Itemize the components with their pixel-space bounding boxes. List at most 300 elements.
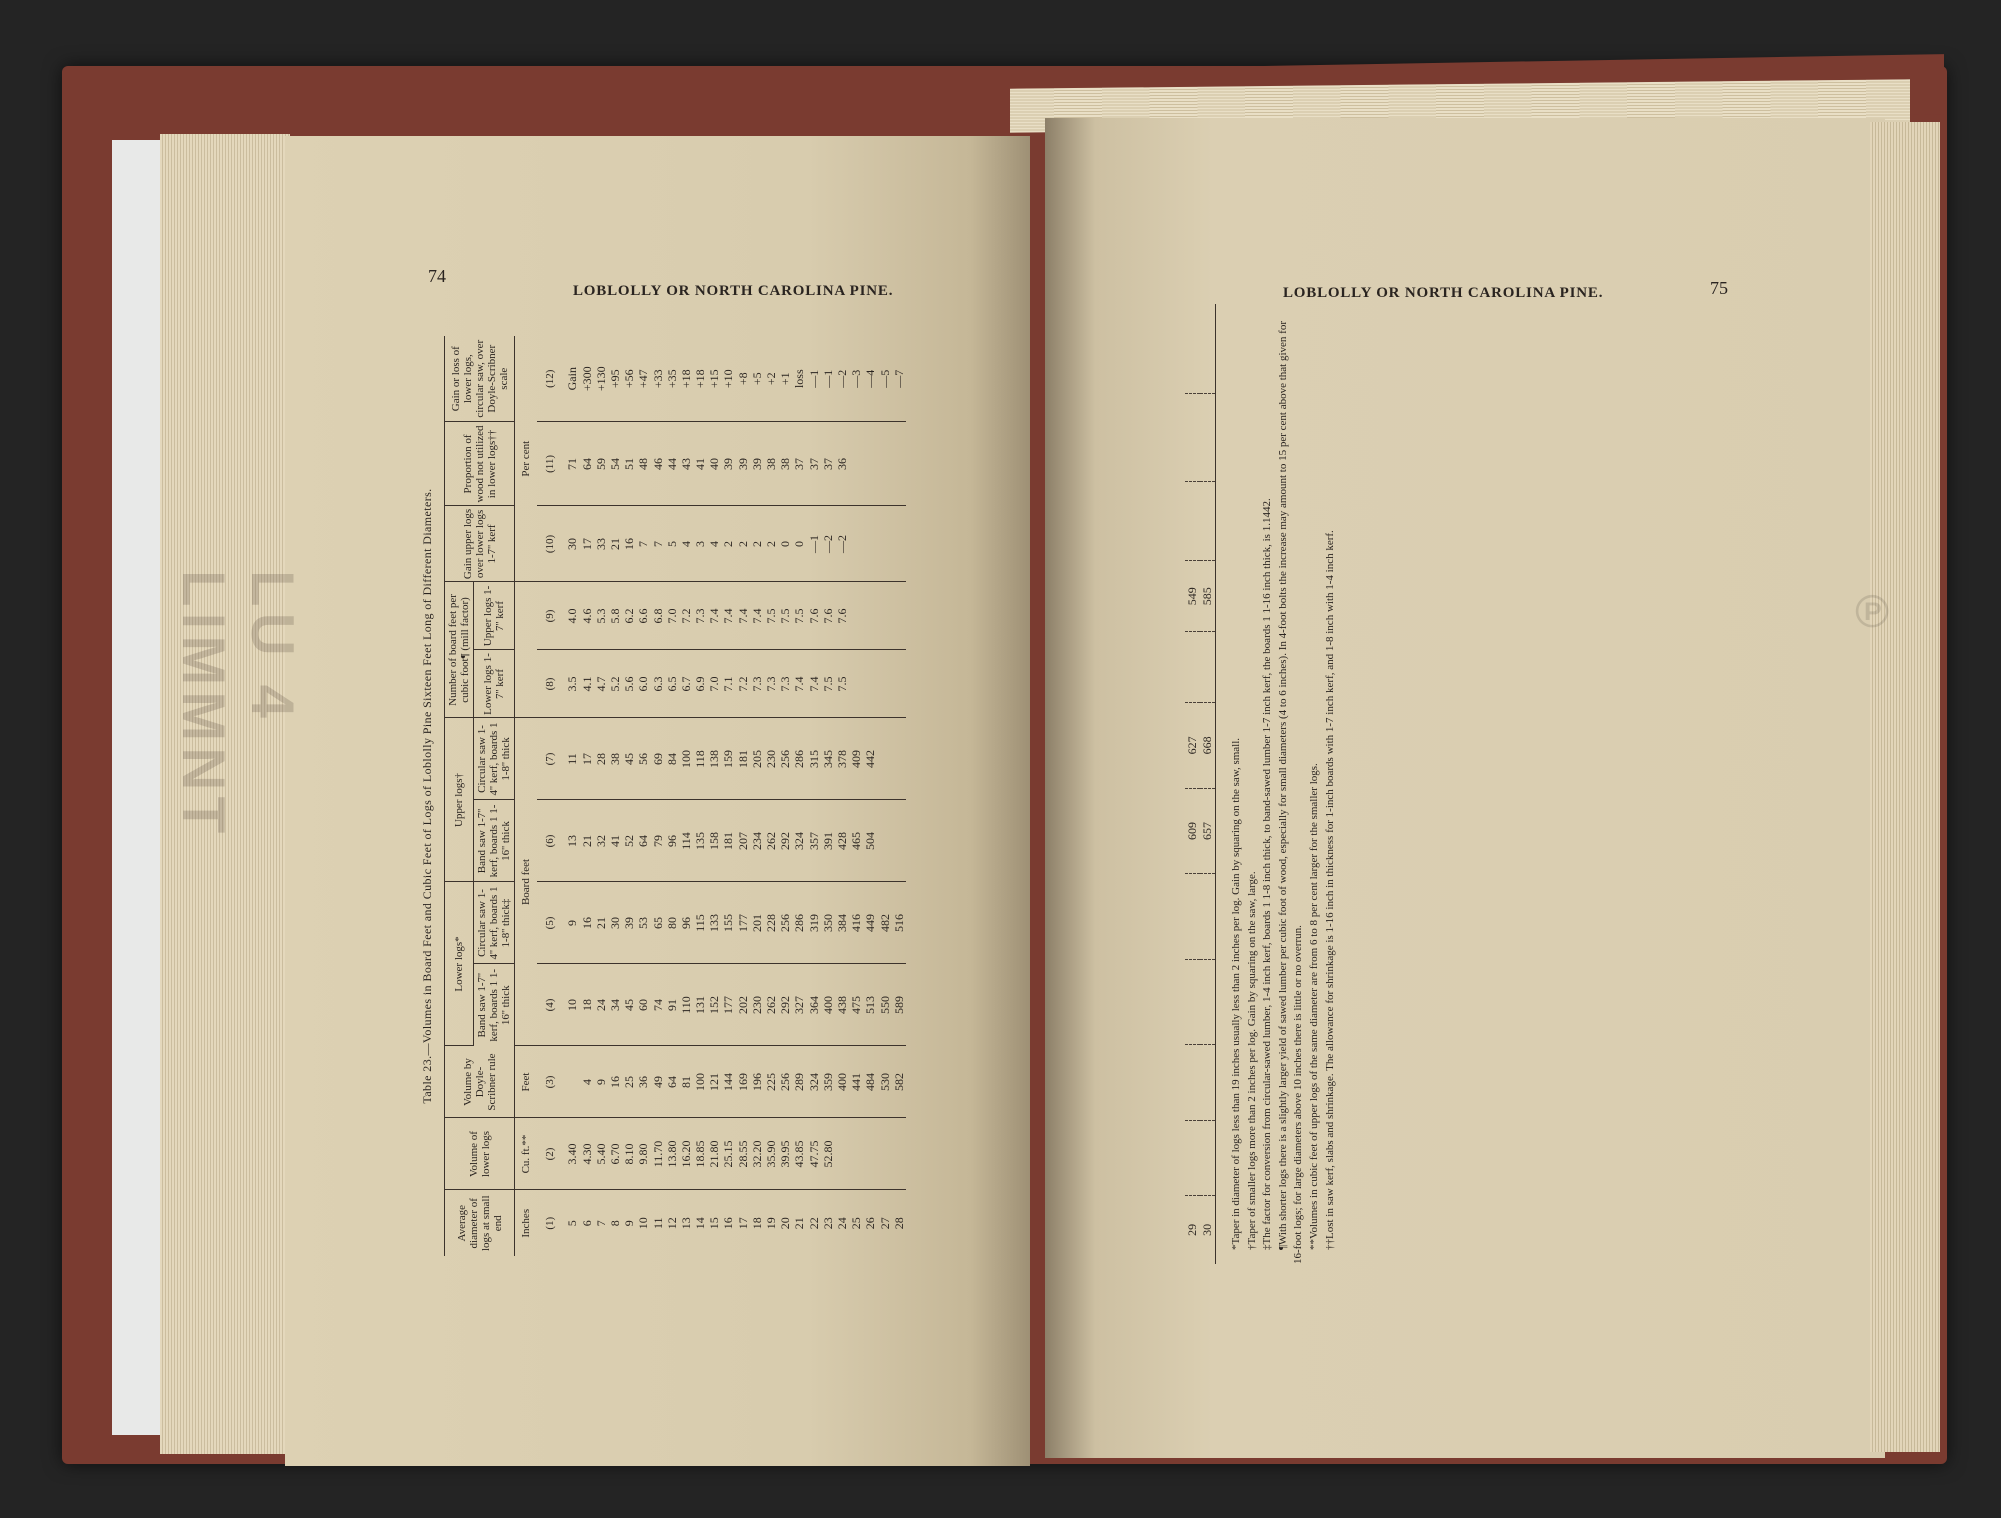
table-cell [565,1047,579,1118]
cell [1200,304,1216,394]
table-cell [863,582,877,649]
col-num-5: (5) [537,882,565,964]
table-cell: 9 [593,1079,608,1085]
table-cell [863,1119,877,1190]
table-cell: 96 [664,834,679,847]
table-cell: 7.4 [806,676,821,692]
table-cell: 32.20 [749,1140,764,1168]
table-cell: 11 [565,753,580,765]
table-cell: +35 [664,369,679,389]
cell [1185,874,1200,960]
table-cell: 5.40 [593,1143,608,1165]
table-cell: 6.7 [678,676,693,692]
table-cell [878,718,892,799]
cell [1200,1045,1216,1120]
table-cell: 550 [877,996,892,1014]
table-cell: +18 [678,369,693,389]
table-cell: 39 [735,457,750,470]
col-num-2: (2) [537,1118,565,1190]
table-cell: 319 [806,914,821,932]
table-cell [863,650,877,717]
table-cell: 25.15 [721,1140,736,1168]
table-cell: 4 [707,540,722,547]
table-cell: 21 [607,537,622,550]
table-cell: 315 [806,749,821,768]
table-cell: 24 [593,999,608,1011]
table-cell: 202 [735,996,750,1014]
cell [1200,959,1216,1045]
table-cell: 7.5 [764,608,779,624]
cell [1185,1120,1200,1195]
table-cell: +95 [607,369,622,389]
table-cell: 181 [735,749,750,768]
table-cell: —2 [834,534,849,553]
table-cell: 262 [764,831,779,850]
table-cell [878,1119,892,1190]
table-cell: 400 [820,996,835,1014]
table-cell: 262 [764,996,779,1014]
table-cell: 0 [778,540,793,547]
table-cell [878,506,892,581]
table-cell: 53 [636,917,651,929]
table-cell: 2 [721,540,736,547]
column-upper-band [565,800,906,881]
table-cell: 33 [593,537,608,550]
table-cell: 100 [678,749,693,768]
cell [1185,632,1200,703]
table-cell: 3.40 [565,1143,580,1165]
column-upper-circular [565,718,906,799]
table-cell: —1 [806,369,821,388]
table-cell: 21.80 [707,1140,722,1168]
table-cell: 39 [622,917,637,929]
table-cell: 230 [749,996,764,1014]
table-cell: 6.6 [636,608,651,624]
table-cell: 5.2 [607,676,622,692]
cell: 30 [1200,1195,1216,1264]
table-cell: 32 [593,834,608,847]
table-cell: 256 [778,749,793,768]
table-cell: 7.3 [693,608,708,624]
table-cell: 158 [707,831,722,850]
header-board-feet-per-cubic-foot: Number of board feet per cubic foot¶ (mill factor) [445,582,474,718]
table-cell: 409 [849,749,864,768]
cell [1200,1120,1216,1195]
table-cell: 10 [636,1217,651,1230]
column-gain-upper [565,506,906,581]
table-cell: 589 [891,996,906,1014]
table-cell: 43 [678,457,693,470]
table-cell [849,422,863,505]
header-doyle-scribner: Volume by Doyle-Scribner rule [445,1046,515,1118]
table-row [1200,304,1216,1264]
table-cell: —7 [891,369,906,388]
table-cell: 25 [849,1217,864,1230]
table-cell: 7.3 [749,676,764,692]
table-cell [849,506,863,581]
column-doyle-scribner [565,1047,906,1118]
table-cell: 582 [891,1073,906,1091]
table-cell: 7.0 [707,676,722,692]
volume-table [444,336,906,1256]
table-cell: 7.4 [749,608,764,624]
col-num-10: (10) [537,506,565,582]
header-proportion-unused: Proportion of wood not utilized in lower logs†† [445,422,515,506]
table-cell [878,422,892,505]
table-cell: 11.70 [650,1140,665,1168]
table-cell: 442 [863,749,878,768]
table-cell: 41 [607,834,622,847]
table-cell: 516 [891,914,906,932]
unit-board-feet: Board feet [515,718,538,1046]
table-cell: —1 [820,369,835,388]
table-cell: 49 [650,1076,665,1088]
table-cell: 8 [607,1220,622,1227]
table-cell [863,506,877,581]
table-cell [878,650,892,717]
table-cell: 81 [678,1076,693,1088]
column-mill-lower [565,650,906,717]
table-cell: 256 [778,914,793,932]
table-cell: 64 [636,834,651,847]
table-cell: 327 [792,996,807,1014]
table-cell: 7.4 [735,608,750,624]
table-cell: 110 [678,996,693,1014]
table-cell: 37 [792,457,807,470]
table-cell: 9 [565,920,580,926]
table-cell: 504 [863,831,878,850]
table-cell: 100 [693,1073,708,1091]
left-page-number: 74 [428,266,446,286]
table-cell: 9.80 [636,1143,651,1165]
table-cell: 14 [693,1217,708,1230]
table-cell: 465 [849,831,864,850]
table-cell: +56 [622,369,637,389]
table-cell: +130 [593,366,608,392]
table-cell: 30 [565,537,580,550]
footnote: *Taper in diameter of logs less than 19 inches usually less than 2 inches per log. Gain by squaring on the saw, small. [1230,737,1242,1250]
table-cell: 177 [721,996,736,1014]
table-cell [892,650,906,717]
table-cell: 0 [792,540,807,547]
header-lower-logs: Lower logs* [445,882,474,1046]
show-through-text: LU 4 LIMMNT [170,570,306,840]
table-cell: 324 [806,1073,821,1091]
table-cell: 36 [834,457,849,470]
table-cell [849,582,863,649]
table-cell: 26 [863,1217,878,1230]
table-cell: 39 [749,457,764,470]
table-cell: —2 [820,534,835,553]
header-lower-circular: Circular saw 1-4'' kerf, boards 1 1-8'' thick‡ [474,882,515,964]
cell [1200,481,1216,560]
table-cell: +33 [650,369,665,389]
table-cell: 345 [820,749,835,768]
table-cell: 13.80 [664,1140,679,1168]
table-cell: —4 [863,369,878,388]
table-cell: 5 [565,1220,580,1227]
table-cell: loss [792,369,807,389]
table-cell: 4.1 [579,676,594,692]
table-cell: 7.5 [834,676,849,692]
table-cell: 15 [707,1217,722,1230]
table-cell: 52.80 [820,1140,835,1168]
table-cell: 152 [707,996,722,1014]
table-cell: 350 [820,914,835,932]
table-cell: 96 [678,917,693,929]
table-cell: +15 [707,369,722,389]
table-cell: 65 [650,917,665,929]
table-cell: 5.6 [622,676,637,692]
table-cell [892,800,906,881]
footnote: †Taper of smaller logs more than 2 inches per log. Gain by squaring on the saw, large. [1245,871,1258,1250]
col-num-11: (11) [537,422,565,506]
table-cell: 2 [749,540,764,547]
column-lower-circular [565,882,906,963]
table-cell: 22 [806,1217,821,1230]
table-cell: 18 [749,1217,764,1230]
footnotes [1229,304,1338,1264]
table-cell [892,422,906,505]
table-cell: 225 [764,1073,779,1091]
table-cell: 7 [650,540,665,547]
table-cell: 54 [607,457,622,470]
table-cell: 4 [678,540,693,547]
table-cell: 6.3 [650,676,665,692]
table-cell: 357 [806,831,821,850]
table-cell: 384 [834,914,849,932]
table-cell: 40 [707,457,722,470]
header-mill-lower: Lower logs 1-7'' kerf [474,650,515,718]
cell [1185,304,1200,394]
header-upper-logs: Upper logs† [445,718,474,882]
show-through-mark: ℗ [1846,585,1898,637]
cell [1185,1045,1200,1120]
table-cell: 21 [579,834,594,847]
unit-percent: Per cent [515,336,538,582]
table-cell: 286 [792,914,807,932]
table-cell: 21 [593,917,608,929]
cell [1200,632,1216,703]
header-gain-upper: Gain upper logs over lower logs 1-7'' kerf [445,506,515,582]
table-cell [892,506,906,581]
table-cell: 17 [579,752,594,765]
table-cell: 378 [834,749,849,768]
table-cell: 43.85 [792,1140,807,1168]
table-cell: 133 [707,914,722,932]
volume-table-block [420,316,1020,1276]
table-cell: 39.95 [778,1140,793,1168]
table-cell: 51 [622,457,637,470]
table-cell: 17 [735,1217,750,1230]
table-cell: +47 [636,369,651,389]
table-cell: 114 [678,832,693,850]
table-cell: +1 [778,372,793,386]
table-cell: 12 [664,1217,679,1230]
table-cell: 7.6 [834,608,849,624]
header-upper-band: Band saw 1-7'' kerf, boards 1 1-16'' thick [474,800,515,882]
table-cell: 20 [778,1217,793,1230]
table-cell: 64 [579,457,594,470]
column-gain-loss [565,336,906,422]
table-cell: 530 [877,1073,892,1091]
table-cell: 19 [764,1217,779,1230]
table-cell: 5.8 [607,608,622,624]
table-cell: 135 [693,831,708,850]
table-cell: 2 [735,540,750,547]
table-cell: 80 [664,917,679,929]
table-cell: 286 [792,749,807,768]
table-cell: 16 [622,537,637,550]
table-cell: 74 [650,999,665,1011]
table-cell: 196 [749,1073,764,1091]
table-cell: 3.5 [565,676,580,692]
table-cell: 6.0 [636,676,651,692]
right-page-number: 75 [1710,278,1728,298]
footnote: ††Lost in saw kerf, slabs and shrinkage. The allowance for shrinkage is 1-16 inch in thickness for 1-inch boards with 1-7 inch kerf, and 1-8 inch with 1-4 inch kerf. [1323,530,1336,1250]
table-cell: 35.90 [764,1140,779,1168]
table-cell: 400 [834,1073,849,1091]
table-cell: +2 [764,372,779,386]
col-num-9: (9) [537,582,565,650]
table-cell: 7.5 [778,608,793,624]
table-cell: 181 [721,831,736,850]
table-cell: 2 [764,540,779,547]
table-cell: 17 [579,537,594,550]
table-cell: 7.6 [806,608,821,624]
table-cell: —2 [834,369,849,388]
table-cell: 449 [863,914,878,932]
table-cell: 7.4 [792,676,807,692]
table-cell: 13 [565,834,580,847]
table-cell: 16 [579,917,594,929]
table-cell: 71 [565,457,580,470]
table-cell: 25 [622,1076,637,1088]
table-cell: 391 [820,831,835,850]
table-cell: +300 [579,366,594,392]
table-cell [849,1119,863,1190]
table-title: Table 23.—Volumes in Board Feet and Cubic Feet of Logs of Loblolly Pine Sixteen Feet Long of Different Diameters. [420,488,434,1104]
table-cell: 482 [877,914,892,932]
table-cell: 16 [607,1076,622,1088]
table-cell: 4.30 [579,1143,594,1165]
table-cell: 39 [721,457,736,470]
table-cell: 7.5 [792,608,807,624]
table-cell: 10 [565,999,580,1011]
table-cell: 91 [664,999,679,1011]
table-cell: 475 [849,996,864,1014]
table-cell: 4.6 [579,608,594,624]
table-cell: 37 [820,457,835,470]
table-cell: 84 [664,752,679,765]
table-cell: 7.4 [721,608,736,624]
unit-cubic-feet: Cu. ft.** [515,1118,538,1190]
header-upper-circular: Circular saw 1-4'' kerf, boards 1 1-8'' thick [474,718,515,800]
table-cell: 292 [778,831,793,850]
cell: 627 [1185,703,1200,789]
table-cell: —1 [806,534,821,553]
header-volume-lower: Volume of lower logs [445,1118,515,1190]
table-cell [849,650,863,717]
cell: 657 [1200,788,1216,874]
table-cell: —5 [877,369,892,388]
table-cell: 16 [721,1217,736,1230]
table-cell: +8 [735,372,750,386]
cell [1185,394,1200,482]
table-cell: 5.3 [593,608,608,624]
cell [1200,874,1216,960]
table-cell [892,718,906,799]
table-cell: 6.70 [607,1143,622,1165]
col-num-8: (8) [537,650,565,718]
table-cell: 47.75 [806,1140,821,1168]
table-cell: 38 [764,457,779,470]
table-cell: 7.0 [664,608,679,624]
table-cell: 428 [834,831,849,850]
table-cell: 234 [749,831,764,850]
table-cell: 441 [849,1073,864,1091]
right-page [1045,118,1885,1458]
table-cell: —3 [849,369,864,388]
table-cell: 7.6 [820,608,835,624]
table-cell: 6.8 [650,608,665,624]
table-cell: 69 [650,752,665,765]
table-cell: 6.2 [622,608,637,624]
table-cell: +5 [749,372,764,386]
table-cell: 201 [749,914,764,932]
table-cell: 7.4 [707,608,722,624]
cell [1185,481,1200,560]
table-cell: +10 [721,369,736,389]
table-cell: 45 [622,999,637,1011]
header-lower-band: Band saw 1-7'' kerf, boards 1 1-16'' thick [474,964,515,1046]
left-page-header: LOBLOLLY OR NORTH CAROLINA PINE. [573,283,894,299]
table-cell: 7 [593,1220,608,1227]
table-cell: 159 [721,749,736,768]
table-cell [878,800,892,881]
unit-feet: Feet [515,1046,538,1118]
table-cell: 3 [693,540,708,547]
table-row [1185,304,1200,1264]
unit-inches: Inches [520,1208,532,1238]
column-mill-upper [565,582,906,649]
table-cell: 79 [650,834,665,847]
table-cell: 37 [806,457,821,470]
table-cell: 36 [636,1076,651,1088]
table-cell: 292 [778,996,793,1014]
col-num-6: (6) [537,800,565,882]
cell [1185,959,1200,1045]
table-cell: 416 [849,914,864,932]
table-cell: 52 [622,834,637,847]
table-cell: 7.1 [721,676,736,692]
cell: 549 [1185,561,1200,632]
table-cell [835,1119,849,1190]
table-cell: 4.7 [593,676,608,692]
table-cell: 11 [650,1217,665,1230]
table-cell: 155 [721,914,736,932]
table-cell: 138 [707,749,722,768]
cell: 668 [1200,703,1216,789]
col-num-3: (3) [537,1046,565,1118]
table-cell: 6 [579,1220,594,1227]
table-cell: 64 [664,1076,679,1088]
column-proportion-unused [565,422,906,505]
table-cell: +18 [693,369,708,389]
table-cell: 45 [622,752,637,765]
footnote: ¶With shorter logs there is a slightly larger yield of sawed lumber per cubic foot of wood, especially for small diameters (4 to 6 inches). In 4-foot bolts the increase may amount to 15 per cent above that given for 16-foot logs; for large diameters above 10 inches there is little or no overrun. [1276,321,1305,1264]
table-cell: 5 [664,540,679,547]
